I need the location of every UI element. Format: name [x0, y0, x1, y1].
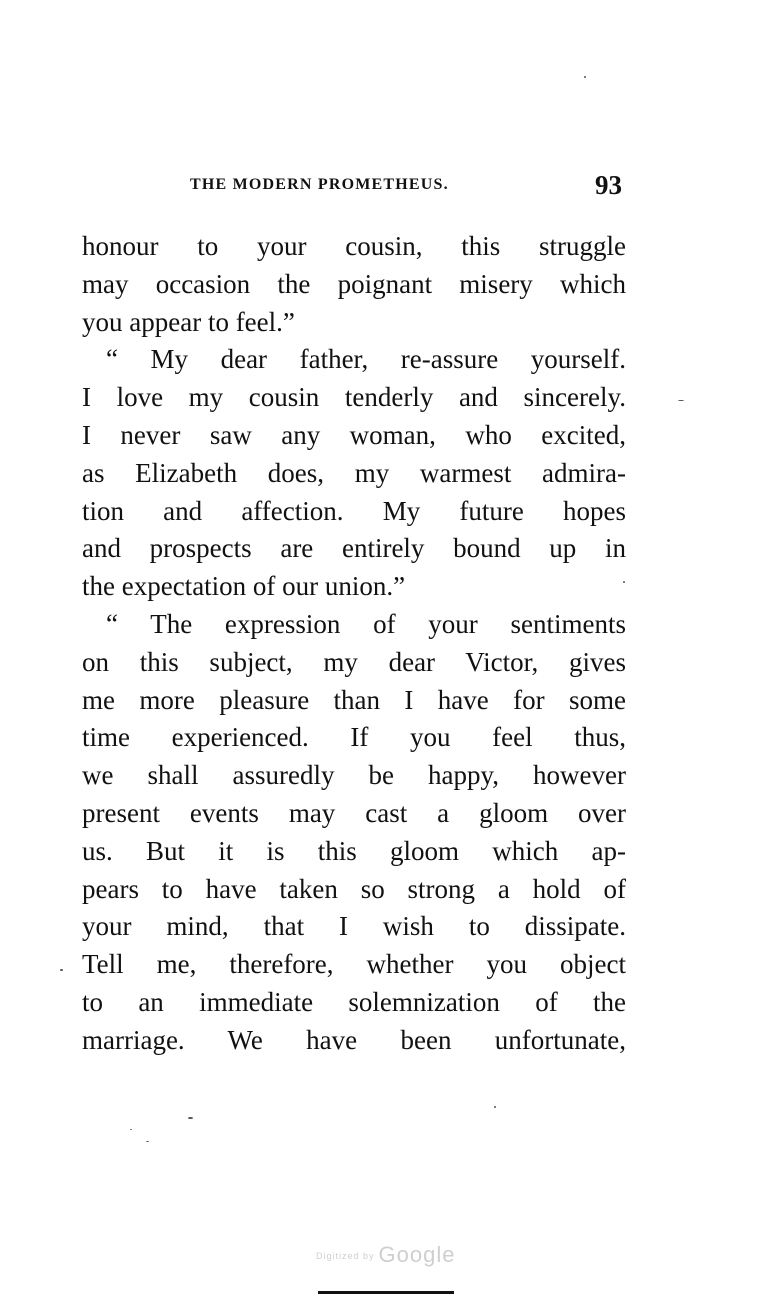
text-line: you appear to feel.”: [82, 306, 295, 337]
scan-speck: [188, 1117, 193, 1119]
scan-speck: [678, 400, 684, 401]
watermark-logo: Google: [378, 1242, 456, 1267]
text-line: on this subject, my dear Victor, gives: [82, 646, 626, 677]
text-line: Tell me, therefore, whether you object: [82, 949, 626, 980]
text-line: I never saw any woman, who excited,: [82, 419, 626, 450]
text-line: as Elizabeth does, my warmest admira-: [82, 457, 626, 488]
scan-speck: [130, 1129, 132, 1130]
text-line: time experienced. If you feel thus,: [82, 722, 626, 753]
scan-speck: [146, 1141, 149, 1142]
scan-speck: [494, 1106, 496, 1108]
text-line: “ The expression of your sentiments: [106, 608, 626, 639]
text-line: your mind, that I wish to dissipate.: [82, 911, 626, 942]
text-line: tion and affection. My future hopes: [82, 495, 626, 526]
text-line: me more pleasure than I have for some: [82, 684, 626, 715]
text-line: pears to have taken so strong a hold of: [82, 873, 626, 904]
running-head: [190, 172, 626, 202]
text-line: present events may cast a gloom over: [82, 797, 626, 828]
text-line: I love my cousin tenderly and sincerely.: [82, 382, 626, 413]
scan-speck: [623, 581, 625, 583]
text-line: we shall assuredly be happy, however: [82, 760, 626, 791]
scan-speck: [60, 969, 63, 971]
text-line: the expectation of our union.”: [82, 571, 406, 602]
text-line: marriage. We have been unfortunate,: [82, 1024, 626, 1055]
body-text: [82, 228, 626, 1060]
page-number: 93: [595, 170, 622, 200]
text-line: may occasion the poignant misery which: [82, 268, 626, 299]
running-title: THE MODERN PROMETHEUS.: [190, 176, 449, 193]
watermark-prefix: Digitized by: [316, 1251, 375, 1262]
text-line: and prospects are entirely bound up in: [82, 533, 626, 564]
text-line: honour to your cousin, this struggle: [82, 231, 626, 261]
text-line: to an immediate solemnization of the: [82, 986, 626, 1017]
text-line: “ My dear father, re-assure yourself.: [106, 344, 626, 375]
scan-speck: [584, 76, 586, 78]
google-watermark: [316, 1242, 455, 1268]
text-line: us. But it is this gloom which ap-: [82, 835, 626, 866]
bottom-rule: [318, 1291, 454, 1294]
